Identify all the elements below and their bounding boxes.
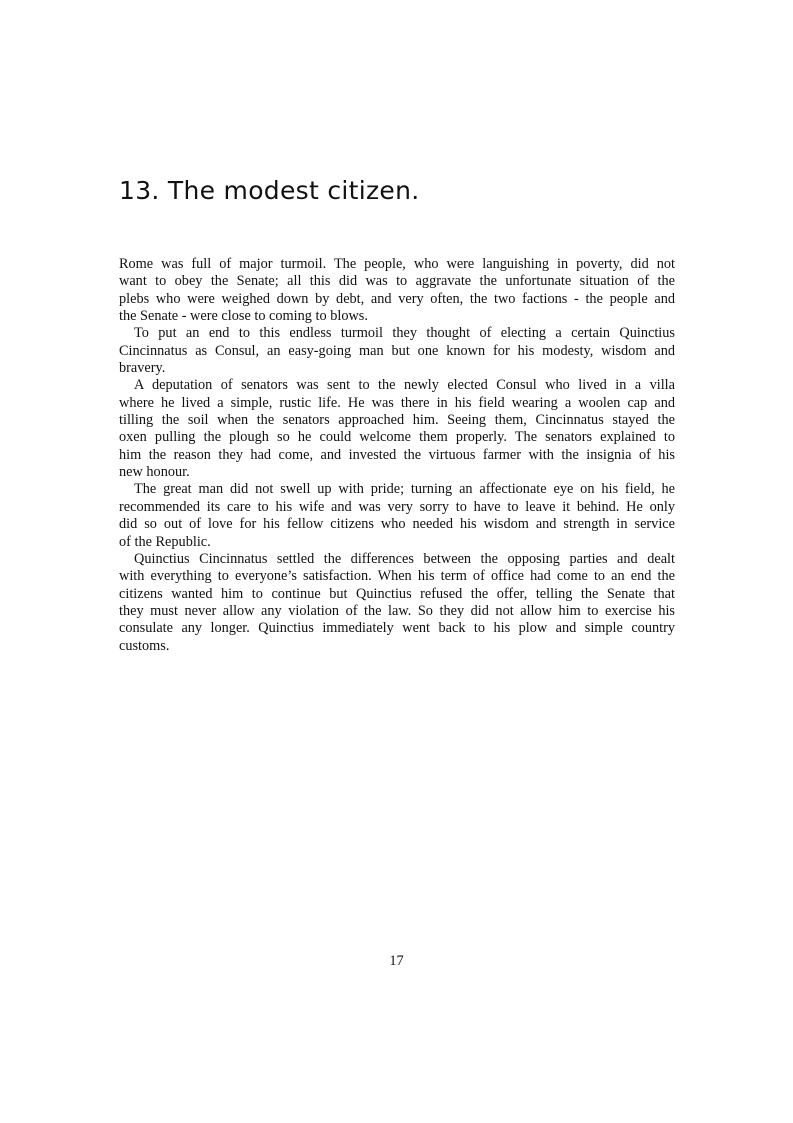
text-line: consulate any longer. Quinctius immediately went back to his plow and simple country xyxy=(119,620,675,637)
text-line: To put an end to this endless turmoil they thought of electing a certain Quinctius xyxy=(134,325,675,342)
text-line: the Senate - were close to coming to blows. xyxy=(119,308,368,325)
text-line: tilling the soil when the senators approached him. Seeing them, Cincinnatus stayed the xyxy=(119,412,675,429)
text-line: Rome was full of major turmoil. The people, who were languishing in poverty, did not xyxy=(119,256,675,272)
text-line: with everything to everyone’s satisfaction. When his term of office had come to an end the xyxy=(119,568,675,585)
paragraph xyxy=(119,256,675,325)
text-line: where he lived a simple, rustic life. He was there in his field wearing a woolen cap and xyxy=(119,394,675,411)
text-line: recommended its care to his wife and was very sorry to have to leave it behind. He only xyxy=(119,498,675,515)
text-line: bravery. xyxy=(119,360,166,377)
text-line: new honour. xyxy=(119,464,190,481)
text-line: citizens wanted him to continue but Quinctius refused the offer, telling the Senate that xyxy=(119,585,675,602)
paragraph xyxy=(119,325,675,377)
text-line: The great man did not swell up with pride; turning an affectionate eye on his field, he xyxy=(134,481,675,498)
paragraph xyxy=(119,481,675,550)
paragraph xyxy=(119,551,675,655)
text-line: him the reason they had come, and invested the virtuous farmer with the insignia of his xyxy=(119,446,675,463)
page-number: 17 xyxy=(389,953,404,969)
paragraph xyxy=(119,377,675,481)
text-line: want to obey the Senate; all this did was to aggravate the unfortunate situation of the xyxy=(119,273,675,290)
text-line: customs. xyxy=(119,637,170,654)
text-line: they must never allow any violation of the law. So they did not allow him to exercise his xyxy=(119,602,675,619)
text-line: Quinctius Cincinnatus settled the differences between the opposing parties and dealt xyxy=(134,550,675,567)
text-line: plebs who were weighed down by debt, and very often, the two factions - the people and xyxy=(119,290,675,307)
text-line: of the Republic. xyxy=(119,533,211,550)
text-line: did so out of love for his fellow citizens who needed his wisdom and strength in service xyxy=(119,516,675,533)
chapter-title: 13. The modest citizen. xyxy=(119,176,420,205)
text-line: Cincinnatus as Consul, an easy-going man but one known for his modesty, wisdom and xyxy=(119,342,675,359)
chapter-body xyxy=(119,256,675,655)
text-line: oxen pulling the plough so he could welcome them properly. The senators explained to xyxy=(119,429,675,446)
text-line: A deputation of senators was sent to the newly elected Consul who lived in a villa xyxy=(134,377,675,394)
